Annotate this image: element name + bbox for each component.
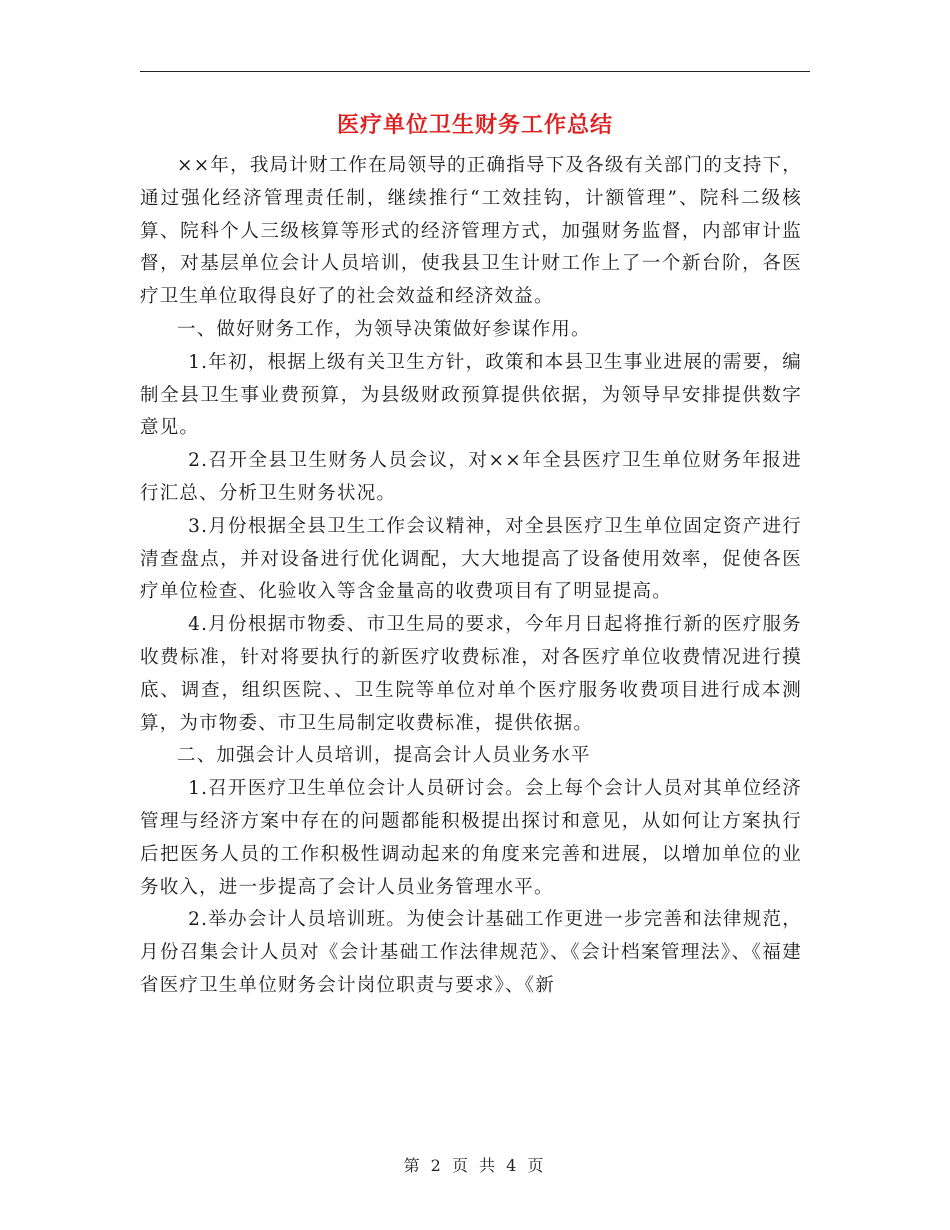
document-body [140,150,802,1003]
section-2-item-2: 2.举办会计人员培训班。为使会计基础工作更进一步完善和法律规范，月份召集会计人员对《会计基础工作法律规范》、《会计档案管理法》、《福建省医疗卫生单位财务会计岗位职责与要求》、《新 [140,909,802,996]
document-title: 医疗单位卫生财务工作总结 [336,112,613,138]
section-1-item-4: 4.月份根据市物委、市卫生局的要求，今年月日起将推行新的医疗服务收费标准，针对将要执行的新医疗收费标准，对各医疗单位收费情况进行摸底、调查，组织医院、、卫生院等单位对单个医疗服务收费项目进行成本测算，为市物委、市卫生局制定收费标准，提供依据。 [140,614,802,734]
section-1-item-2: 2.召开全县卫生财务人员会议，对××年全县医疗卫生单位财务年报进行汇总、分析卫生财务状况。 [140,450,802,504]
section-heading-2: 二、加强会计人员培训，提高会计人员业务水平 [177,745,591,767]
page-number-footer: 第 2 页 共 4 页 [403,1156,547,1175]
header-rule [140,71,810,72]
section-heading-1: 一、做好财务工作，为领导决策做好参谋作用。 [177,318,591,340]
intro-paragraph: ××年，我局计财工作在局领导的正确指导下及各级有关部门的支持下，通过强化经济管理责任制，继续推行“工效挂钩，计额管理”、院科二级核算、院科个人三级核算等形式的经济管理方式，加强财务监督，内部审计监督，对基层单位会计人员培训，使我县卫生计财工作上了一个新台阶，各医疗卫生单位取得良好了的社会效益和经济效益。 [140,155,802,308]
section-2-item-1: 1.召开医疗卫生单位会计人员研讨会。会上每个会计人员对其单位经济管理与经济方案中存在的问题都能积极提出探讨和意见，从如何让方案执行后把医务人员的工作积极性调动起来的角度来完善和进展，以增加单位的业务收入，进一步提高了会计人员业务管理水平。 [140,778,802,898]
section-1-item-3: 3.月份根据全县卫生工作会议精神，对全县医疗卫生单位固定资产进行清查盘点，并对设备进行优化调配，大大地提高了设备使用效率，促使各医疗单位检查、化验收入等含金量高的收费项目有了明显提高。 [140,515,802,603]
section-1-item-1: 1.年初，根据上级有关卫生方针，政策和本县卫生事业进展的需要，编制全县卫生事业费预算，为县级财政预算提供依据，为领导早安排提供数字意见。 [140,351,802,439]
